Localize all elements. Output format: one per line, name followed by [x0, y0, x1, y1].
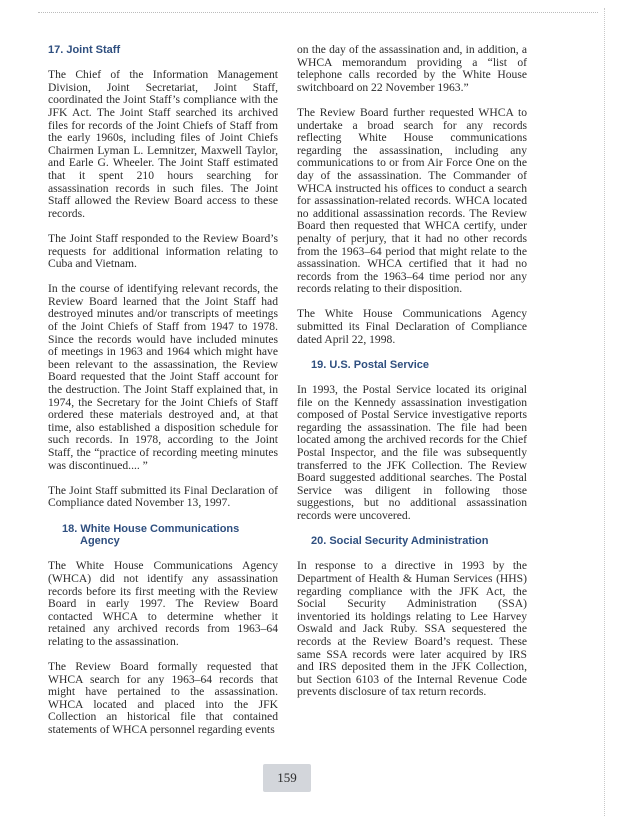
section-18-heading-line-1: 18. White House Communications [62, 522, 240, 535]
section-18-paragraph-3: The Review Board further requested WHCA to undertake a broad search for any records reflecting White House communications regarding the assassination, including any communications to or from Air Force One on the day of the assassination. The Commander of WHCA instructed his offices to conduct a search for assassination-related records. WHCA located no additional assassination records. The Review Board then requested that WHCA certify, under penalty of perjury, that it had no other records from the 1963–64 period that might relate to the assassination. WHCA certified that it had no records from the 1963–64 time period nor any records relating to their disposition. [297, 105, 527, 296]
section-17-paragraph-3: In the course of identifying relevant records, the Review Board learned that the Joint Staff had destroyed minutes and/or transcripts of meetings of the Joint Chiefs of Staff from 1947 to 1978. Since the records would have included minutes of meetings in 1963 and 1964 which might have been relevant to the assassination, the Review Board requested that the Joint Staff account for the destruction. The Joint Staff explained that, in 1974, the Secretary for the Joint Chiefs of Staff ordered these materials destroyed and, at that time, also established a disposition schedule for such records. In 1978, according to the Joint Staff, the “practice of recording meeting minutes was discontinued.... ” [48, 282, 278, 472]
top-rule [38, 12, 598, 13]
section-18-paragraph-2-continued: on the day of the assassination and, in addition, a WHCA memorandum providing a “list of telephone calls recorded by the White House switchboard on 22 November 1963.” [297, 43, 527, 94]
section-20-heading: 20. Social Security Administration [311, 535, 489, 548]
right-rule [604, 8, 605, 816]
section-17-paragraph-1: The Chief of the Information Management Division, Joint Secretariat, Joint Staff, coordinated the Joint Staff’s compliance with the JFK Act. The Joint Staff searched its archived files for records of the Joint Chiefs of Staff from the early 1960s, including files of Joint Chiefs Chairmen Lyman L. Lemnitzer, Maxwell Taylor, and Earle G. Wheeler. The Joint Staff estimated that it spent 210 hours searching for assassination records in such files. The Joint Staff allowed the Review Board access to these records. [48, 68, 278, 220]
section-20-paragraph-1: In response to a directive in 1993 by the Department of Health & Human Services (HHS) regarding compliance with the JFK Act, the Social Security Administration (SSA) inventoried its holdings relating to Lee Harvey Oswald and Jack Ruby. SSA sequestered the records at the Review Board’s request. These same SSA records were later acquired by IRS and IRS deposited them in the JFK Collection, but Section 6103 of the Internal Revenue Code prevents disclosure of tax return records. [297, 559, 527, 699]
section-18-heading [48, 523, 278, 548]
left-column [48, 44, 278, 749]
right-column [297, 44, 527, 711]
section-19-paragraph-1: In 1993, the Postal Service located its original file on the Kennedy assassination investigation composed of Postal Service investigative reports regarding the assassination. The file had been located among the archived records for the Chief Postal Inspector, and the file was subsequently transferred to the JFK Collection. The Review Board suggested additional searches. The Postal Service was diligent in following those suggestions, but no additional assassination records were uncovered. [297, 383, 527, 522]
page-number: 159 [263, 764, 311, 792]
section-18-paragraph-4: The White House Communications Agency submitted its Final Declaration of Compliance dated April 22, 1998. [297, 307, 527, 346]
section-19-heading: 19. U.S. Postal Service [311, 358, 430, 371]
section-18-paragraph-2: The Review Board formally requested that WHCA search for any 1963–64 records that might have pertained to the assassination. WHCA located and placed into the JFK Collection an historical file that contained statements of WHCA personnel regarding events [48, 660, 278, 737]
section-17-paragraph-4: The Joint Staff submitted its Final Declaration of Compliance dated November 13, 1997. [48, 483, 278, 510]
section-17-paragraph-2: The Joint Staff responded to the Review Board’s requests for additional information relating to Cuba and Vietnam. [48, 231, 278, 271]
section-17-heading: 17. Joint Staff [48, 44, 121, 56]
section-18-paragraph-1: The White House Communications Agency (WHCA) did not identify any assassination records before its first meeting with the Review Board in early 1997. The Review Board contacted WHCA to determine whether it retained any archived records from 1963–64 relating to the assassination. [48, 559, 278, 648]
section-18-heading-line-2: Agency [80, 535, 120, 548]
